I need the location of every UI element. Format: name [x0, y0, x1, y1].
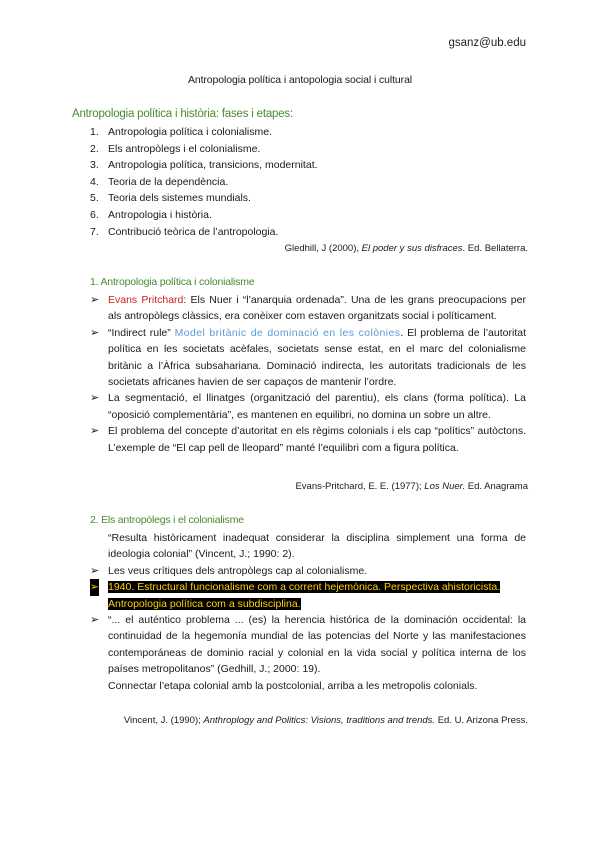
- arrow-bullet-icon: ➢: [90, 564, 100, 577]
- bullet-autoritat: ➢ El problema del concepte d’autoritat en els règims colonials i els cap “polítics” autòctons. L’exemple de “El cap pell de lleopard” manté l’equilibri com a figura política.: [90, 425, 526, 454]
- section1-heading: 1. Antropologia política i colonialisme: [90, 276, 255, 288]
- section2-heading: 2. Els antropòlegs i el colonialisme: [90, 514, 244, 526]
- list-item: 3. Antropologia política, transicions, modernitat.: [90, 159, 318, 172]
- arrow-bullet-icon: ➢: [90, 425, 100, 438]
- bullet-gledhill-quote: ➢ “... el auténtico problema ... (es) la herencia histórica de la dominación occidental: la continuidad de la hegemonía mundial de las potencias del Norte y las manifestaciones contemporáneas de dominio racial y colonial en la vida social y política interna de los países metropolitanos” (Gedhill, J.; 2000: 19).: [90, 614, 526, 676]
- section1-bullets: [90, 292, 526, 456]
- document-title: Antropologia política i antopologia social i cultural: [187, 74, 413, 86]
- arrow-bullet-icon: ➢: [90, 326, 100, 339]
- bullet-segmentacio: ➢ La segmentació, el llinatges (organització del parentiu), els clans (forma política). La “oposició complementària”, es mantenen en equilibri, no domina un sobre un altre.: [90, 392, 526, 421]
- section2-body: [90, 530, 526, 694]
- bullet-highlighted-1940: ➢ 1940. Estructural funcionalisme com a corrent hejemònica. Perspectiva ahistoricista. Antropologia política com a subdisciplina.: [90, 581, 501, 610]
- bullet-indirect-rule: ➢ “Indirect rule” Model britànic de dominació en les colònies. El problema de l’autoritat política en les societats acèfales, societats sense estat, en el marc del colonialisme britànic a l’Àfrica subsahariana. Dominació indirecta, les autoritats tradicionals de les societats africanes havien de ser capaços de mantenir l’ordre.: [90, 326, 526, 389]
- phases-list: [90, 124, 318, 240]
- vincent-quote: “Resulta històricament inadequat considerar la disciplina simplement una forma de ideologia colonial” (Vincent, J.; 1990: 2).: [108, 532, 526, 561]
- arrow-bullet-icon: ➢: [90, 294, 100, 306]
- list-item: 7. Contribució teòrica de l’antropologia.: [90, 225, 279, 238]
- list-item: 4. Teoria de la dependència.: [90, 175, 229, 188]
- list-item: 5. Teoria dels sistemes mundials.: [90, 192, 251, 205]
- closing-line: Connectar l’etapa colonial amb la postcolonial, arriba a les metropolis colonials.: [108, 679, 478, 692]
- section2-reference: Vincent, J. (1990); Anthroplogy and Politics: Visions, traditions and trends. Ed. U. Arizona Press.: [123, 715, 528, 726]
- section1-reference: Evans-Pritchard, E. E. (1977); Los Nuer. Ed. Anagrama: [295, 481, 528, 492]
- list-item: 6. Antropologia i història.: [90, 208, 212, 221]
- list-item: 1. Antropologia política i colonialisme.: [90, 126, 273, 138]
- arrow-bullet-icon: ➢: [90, 579, 99, 595]
- author-email: gsanz@ub.edu: [448, 37, 526, 49]
- arrow-bullet-icon: ➢: [90, 614, 100, 627]
- bullet-evans-pritchard: ➢ Evans Pritchard: Els Nuer i “l’anarquia ordenada”. Una de les grans preocupacions per als antropòlegs clàssics, era conèixer com estaven organitzats social i políticament.: [90, 294, 526, 323]
- intro-reference: Gledhill, J (2000), El poder y sus disfraces. Ed. Bellaterra.: [284, 243, 528, 254]
- arrow-bullet-icon: ➢: [90, 392, 100, 405]
- list-item: 2. Els antropòlegs i el colonialisme.: [90, 142, 261, 155]
- bullet-veus-critiques: ➢ Les veus crítiques dels antropòlegs cap al colonialisme.: [90, 563, 526, 579]
- intro-heading: Antropologia política i història: fases i etapes:: [72, 108, 293, 120]
